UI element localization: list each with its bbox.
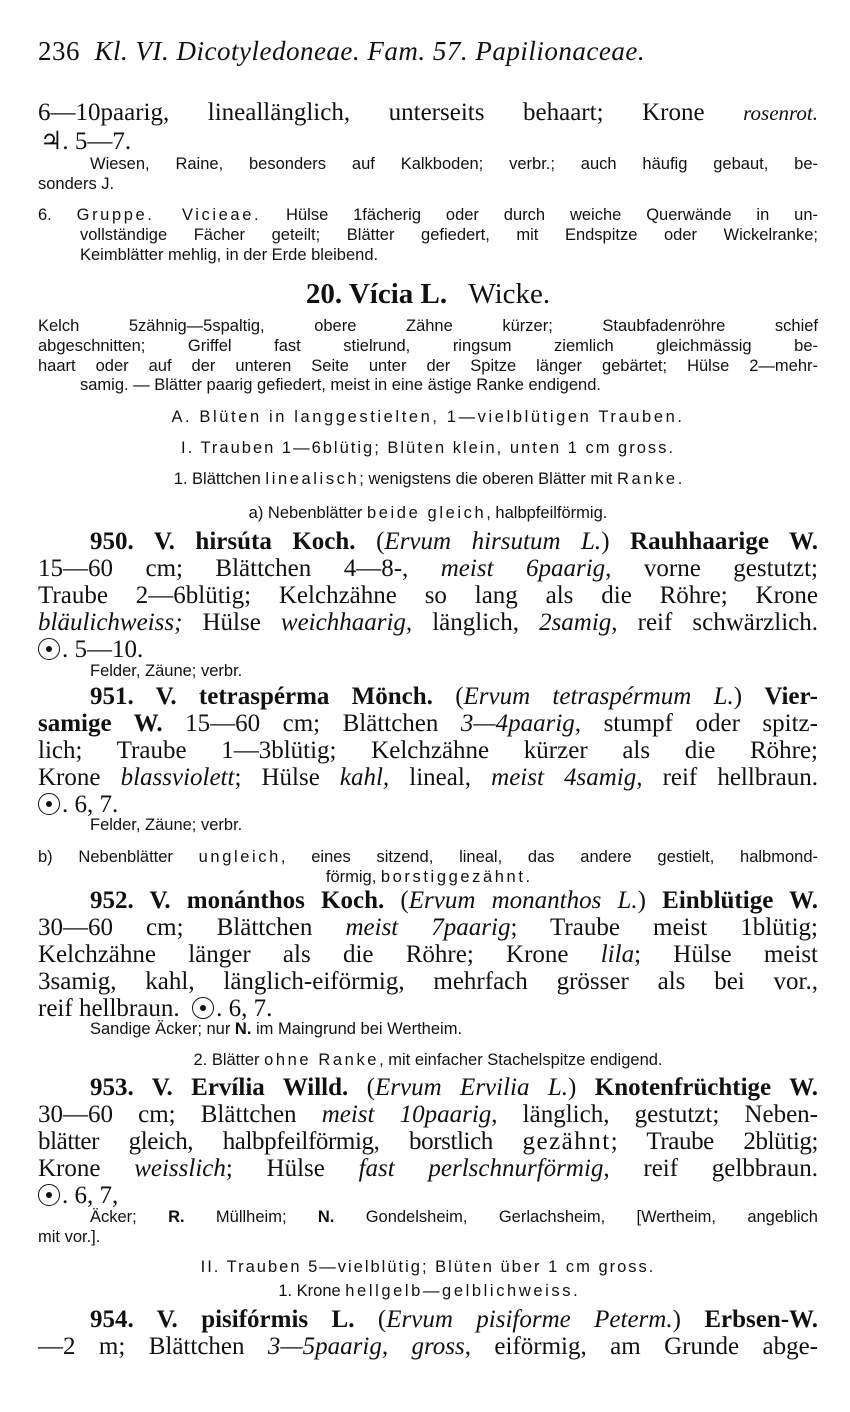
text-run: blassviolett [120, 764, 235, 791]
common-name: Erbsen-W. [704, 1306, 818, 1333]
species-952-line-3 [38, 941, 818, 969]
text-run: . [573, 1282, 578, 1300]
text-run: . [525, 868, 531, 886]
text-run: kahl, [339, 764, 390, 791]
species-name: 950. V. hirsúta Koch. [90, 528, 356, 555]
species-953-line-1 [90, 1074, 818, 1102]
region-abbrev: N. [234, 1020, 252, 1038]
text-run: , reif gelbbraun. [603, 1155, 819, 1182]
annual-symbol-icon [38, 638, 60, 660]
genus-heading [38, 278, 818, 311]
flower-color: rosenrot. [743, 101, 818, 125]
text-run: , mit einfacher Stachelspitze endigend. [379, 1051, 663, 1069]
text-run: Kelchzähne länger als die Röhre; Krone [38, 941, 601, 968]
running-header [38, 36, 818, 67]
text-run: ; Hülse [225, 1155, 359, 1182]
synonym: Ervum pisiforme Peterm. [386, 1306, 673, 1333]
species-950-line-3: Traube 2—6blütig; Kelchzähne so lang als die Röhre; Krone [38, 582, 818, 609]
key-A: A. Blüten in langgestielten, 1—vielblütigen Trauben. [171, 408, 685, 426]
text-run: meist 4samig, [491, 764, 643, 791]
species-953-line-5 [38, 1182, 818, 1210]
text-run: ) [733, 683, 743, 710]
genus-common-name: Wicke. [468, 278, 551, 310]
text-run: weichhaarig, [280, 609, 413, 636]
species-name: 954. V. pisifórmis L. [90, 1306, 355, 1333]
species-951-habitat: Felder, Zäune; verbr. [90, 816, 243, 834]
text-run: , eines sitzend, lineal, das andere gestielt, halbmond- [280, 848, 818, 866]
text-run: länglich, [412, 609, 540, 636]
text-run: Krone [38, 1155, 135, 1182]
species-952-habitat [90, 1020, 850, 1039]
common-name: Einblütige W. [662, 887, 818, 914]
text-run: 3—4paarig, [460, 710, 582, 737]
species-953-habitat-2: mit vor.]. [38, 1228, 101, 1246]
text-run: ( [455, 683, 464, 710]
species-953-line-4 [38, 1155, 818, 1183]
synonym: Ervum monanthos L. [408, 887, 638, 914]
flowering-months: . 6, 7. [62, 791, 119, 818]
text-run: ; Hülse [234, 764, 340, 791]
key-1b [38, 1282, 818, 1301]
text-run: ; wenigstens die oberen Blätter mit [359, 470, 618, 488]
text-run: , halbpfeilförmig. [486, 504, 608, 522]
key-2 [38, 1051, 818, 1070]
text-run: 1. Krone [278, 1282, 346, 1300]
key-a [38, 504, 818, 523]
text-run: hellgelb—gelblichweiss [345, 1282, 574, 1300]
species-952-line-2 [38, 914, 818, 942]
text-run: Hülse 1fächerig oder durch weiche Querwände in un- [261, 206, 818, 224]
text-run: Hülse [182, 609, 281, 636]
text-run: 15—60 cm; Blättchen 4—8-, [38, 555, 441, 582]
text-run: ; Traube meist 1blütig; [510, 914, 819, 941]
text-run: meist 7paarig [345, 914, 511, 941]
common-name: Rauhhaarige W. [630, 528, 818, 555]
text-run: reif hellbraun. [38, 995, 180, 1022]
text-run: meist 10paarig [321, 1101, 492, 1128]
species-951-line-4 [38, 764, 818, 792]
text-run: bläulichweiss; [38, 609, 183, 636]
common-name: samige W. [38, 710, 163, 737]
text-run: 6—10paarig, lineallänglich, unterseits behaart; Krone [38, 99, 744, 126]
prev-species-line-1 [38, 99, 818, 127]
species-name: 951. V. tetraspérma Mönch. [90, 683, 433, 710]
text-run: 3—5paarig, gross [267, 1333, 465, 1360]
text-run: 30—60 cm; Blättchen [38, 914, 346, 941]
text-run: Sandige Äcker; nur [90, 1020, 235, 1038]
genus-desc-3: haart oder auf der unteren Seite unter der Spitze länger gebärtet; Hülse 2—mehr- [38, 357, 818, 375]
region-abbrev: N. [317, 1208, 335, 1226]
common-name: Vier- [764, 683, 818, 710]
text-run: reif hellbraun. [642, 764, 818, 791]
flowering-months: . 6, 7, [62, 1182, 119, 1209]
text-run: 6. [38, 206, 77, 224]
text-run: , eiförmig, am Grunde abge- [464, 1333, 818, 1360]
genus-desc-2: abgeschnitten; Griffel fast stielrund, ringsum ziemlich gleichmässig be- [38, 337, 818, 355]
group-line-1 [38, 206, 818, 225]
prev-species-line-2: ♃. 5—7. [40, 128, 132, 155]
species-950-line-5 [38, 636, 818, 664]
text-run: , länglich, gestutzt; Neben- [491, 1101, 819, 1128]
text-run: 15—60 cm; Blättchen [162, 710, 461, 737]
text-run: fast perlschnurförmig [358, 1155, 604, 1182]
flowering-months: . 6, 7. [216, 995, 273, 1022]
text-run: ( [376, 528, 385, 555]
text-run: gezähnt [522, 1128, 611, 1155]
text-run: blätter gleich, halbpfeilförmig, borstlich [38, 1128, 523, 1155]
text-run: b) Nebenblätter [38, 848, 199, 866]
text-run: lineal, [389, 764, 492, 791]
key-1 [38, 470, 818, 489]
text-run: ) [672, 1306, 681, 1333]
species-952-line-1 [90, 887, 818, 915]
prev-species-habitat-2: sonders J. [38, 175, 115, 193]
text-run: ) [601, 528, 610, 555]
text-run: . [677, 470, 683, 488]
text-run: ohne Ranke [264, 1051, 380, 1069]
species-951-line-5 [38, 791, 818, 819]
group-name: Gruppe. Vicieae. [76, 206, 262, 224]
synonym: Ervum tetraspérmum L. [463, 683, 734, 710]
genus-name: 20. Vícia L. [305, 278, 448, 310]
text-run: ( [366, 1074, 375, 1101]
species-952-line-5 [38, 995, 818, 1023]
species-951-line-3: lich; Traube 1—3blütig; Kelchzähne kürzer als die Röhre; [38, 737, 818, 764]
text-run: Krone [38, 764, 121, 791]
annual-symbol-icon [192, 997, 214, 1019]
species-951-line-1 [90, 683, 818, 711]
text-run: im Maingrund bei Wertheim. [251, 1020, 463, 1038]
species-954-line-2 [38, 1333, 818, 1361]
text-run: weisslich [134, 1155, 226, 1182]
synonym: Ervum Ervilia L. [375, 1074, 569, 1101]
text-run: Äcker; [90, 1208, 169, 1226]
text-run: Gondelsheim, Gerlachsheim, [Wertheim, angeblich [334, 1208, 818, 1226]
text-run: ungleich [198, 848, 281, 866]
species-name: 953. V. Ervília Willd. [90, 1074, 349, 1101]
text-run: stumpf oder spitz- [581, 710, 818, 737]
species-952-line-4: 3samig, kahl, länglich-eiförmig, mehrfach grösser als bei vor., [38, 968, 818, 995]
synonym: Ervum hirsutum L. [384, 528, 602, 555]
text-run: ) [568, 1074, 577, 1101]
text-run: 1. Blättchen [173, 470, 266, 488]
text-run: Müllheim; [184, 1208, 318, 1226]
text-run: Ranke [617, 470, 678, 488]
text-run: förmig, [325, 868, 381, 886]
text-run: ; Traube 2blütig; [610, 1128, 819, 1155]
species-954-line-1 [90, 1306, 818, 1334]
group-line-3: Keimblätter mehlig, in der Erde bleibend. [80, 246, 379, 264]
text-run: borstiggezähnt [380, 868, 526, 886]
text-run: reif schwärzlich. [617, 609, 819, 636]
annual-symbol-icon [38, 1184, 60, 1206]
region-abbrev: R. [168, 1208, 185, 1226]
text-run: ; Hülse meist [634, 941, 818, 968]
text-run: vorne gestutzt; [611, 555, 818, 582]
text-run: lila [600, 941, 635, 968]
flowering-months: . 5—10. [62, 636, 144, 663]
species-953-line-2 [38, 1101, 818, 1129]
annual-symbol-icon [38, 793, 60, 815]
genus-desc-1: Kelch 5zähnig—5spaltig, obere Zähne kürzer; Staubfadenröhre schief [38, 317, 818, 335]
group-line-2: vollständige Fächer geteilt; Blätter gefiedert, mit Endspitze oder Wickelranke; [80, 226, 818, 244]
text-run: —2 m; Blättchen [38, 1333, 268, 1360]
text-run: 30—60 cm; Blättchen [38, 1101, 322, 1128]
species-953-habitat-1 [90, 1208, 818, 1227]
prev-species-habitat-1: Wiesen, Raine, besonders auf Kalkboden; verbr.; auch häufig gebaut, be- [90, 155, 818, 173]
text-run: meist 6paarig, [440, 555, 612, 582]
running-title: Kl. VI. Dicotyledoneae. Fam. 57. Papilionaceae. [94, 36, 646, 66]
species-950-habitat: Felder, Zäune; verbr. [90, 662, 243, 680]
species-953-line-3 [38, 1128, 818, 1156]
key-II: II. Trauben 5—vielblütig; Blüten über 1 cm gross. [200, 1258, 656, 1276]
common-name: Knotenfrüchtige W. [594, 1074, 819, 1101]
key-I: I. Trauben 1—6blütig; Blüten klein, unten 1 cm gross. [181, 439, 675, 457]
species-name: 952. V. monánthos Koch. [90, 887, 385, 914]
species-950-line-4 [38, 609, 818, 637]
text-run: 2. Blätter [193, 1051, 265, 1069]
species-951-line-2 [38, 710, 818, 738]
text-run: ) [637, 887, 646, 914]
text-run: 2samig, [539, 609, 618, 636]
key-b-line-1 [38, 848, 818, 867]
text-run: a) Nebenblätter [248, 504, 367, 522]
text-run: ( [400, 887, 409, 914]
species-950-line-1 [90, 528, 818, 556]
key-b-line-2 [38, 868, 818, 887]
text-run: linealisch [265, 470, 360, 488]
text-run: beide gleich [366, 504, 487, 522]
species-950-line-2 [38, 555, 818, 583]
page-number: 236 [38, 36, 80, 66]
text-run: ( [377, 1306, 387, 1333]
genus-desc-4: samig. — Blätter paarig gefiedert, meist in eine ästige Ranke endigend. [80, 376, 601, 394]
